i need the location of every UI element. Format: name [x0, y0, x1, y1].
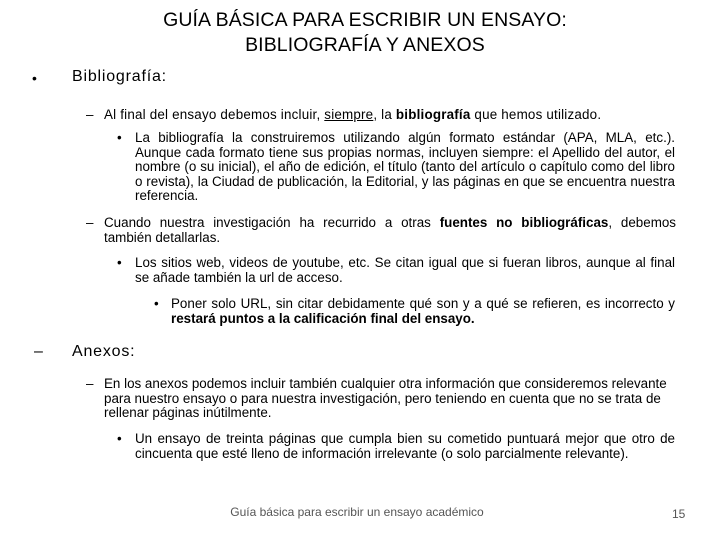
dash-bib-item1: – — [86, 107, 94, 122]
dash-anexos: – — [34, 343, 44, 360]
bullet-bib-item1-sub: • — [117, 130, 122, 145]
footer-text: Guía básica para escribir un ensayo académico — [230, 505, 484, 519]
text-bib-item1-b: , la — [373, 107, 396, 122]
text-bib-item1-a: Al final del ensayo debemos incluir, — [104, 107, 325, 122]
text-bib-item1-c: que hemos utilizado. — [470, 107, 602, 122]
bullet-bib-item2-subsub: • — [154, 296, 159, 311]
slide-title-line1: GUÍA BÁSICA PARA ESCRIBIR UN ENSAYO: — [163, 9, 567, 31]
text-bib-item2-sub: Los sitios web, videos de youtube, etc. Se citan igual que si fueran libros, aunque al final se añade también la url de acceso. — [135, 255, 675, 285]
text-bib-item2-subsub — [171, 297, 675, 326]
text-anexos-item1-sub: Un ensayo de treinta páginas que cumpla bien su cometido puntuará mejor que otro de cincuenta que esté lleno de información irrelevante (o solo parcialmente relevante). — [135, 431, 675, 461]
bullet-bibliografia: • — [32, 70, 37, 86]
text-bib-item1-sub: La bibliografía la construiremos utilizando algún formato estándar (APA, MLA, etc.). Aunque cada formato tiene sus propias normas, incluyen siempre: el Apellido del autor, el nombre (o su inicial), el año de edición, el título (tanto del artículo o capítulo como del libro o revista), la Ciudad de publicación, la Editorial, y las páginas en que se encuentra nuestra referencia. — [135, 130, 675, 203]
text-bib-item1-bold: bibliografía — [395, 107, 471, 122]
dash-anexos-item1: – — [86, 376, 94, 391]
slide-title-line2: BIBLIOGRAFÍA Y ANEXOS — [245, 34, 485, 56]
bullet-bib-item2-sub: • — [117, 255, 122, 270]
text-bib-item2-b: , debemos también detallarlas. — [104, 215, 677, 245]
heading-bibliografia: Bibliografía: — [72, 68, 167, 85]
text-anexos-item1: En los anexos podemos incluir también cualquier otra información que consideremos relevante para nuestro ensayo o para nuestra investigación, pero teniendo en cuenta que no se trata de rellenar páginas inútilmente. — [104, 376, 667, 420]
text-bib-item2-subsub-bold: restará puntos a la calificación final del ensayo. — [171, 310, 475, 326]
text-bib-item1-underlined: siempre — [324, 107, 374, 122]
slide-title — [40, 8, 690, 58]
page-number: 15 — [672, 507, 686, 521]
dash-bib-item2: – — [86, 215, 94, 230]
heading-anexos: Anexos: — [72, 343, 136, 360]
bullet-anexos-item1-sub: • — [117, 431, 122, 446]
text-bib-item2-a: Cuando nuestra investigación ha recurrido a otras — [104, 215, 440, 230]
text-bib-item2-bold: fuentes no bibliográficas — [439, 215, 609, 230]
text-bib-item1 — [104, 108, 679, 123]
text-bib-item2 — [104, 216, 676, 245]
text-bib-item2-subsub-a: Poner solo URL, sin citar debidamente qué son y a qué se refieren, es incorrecto y — [171, 296, 675, 311]
